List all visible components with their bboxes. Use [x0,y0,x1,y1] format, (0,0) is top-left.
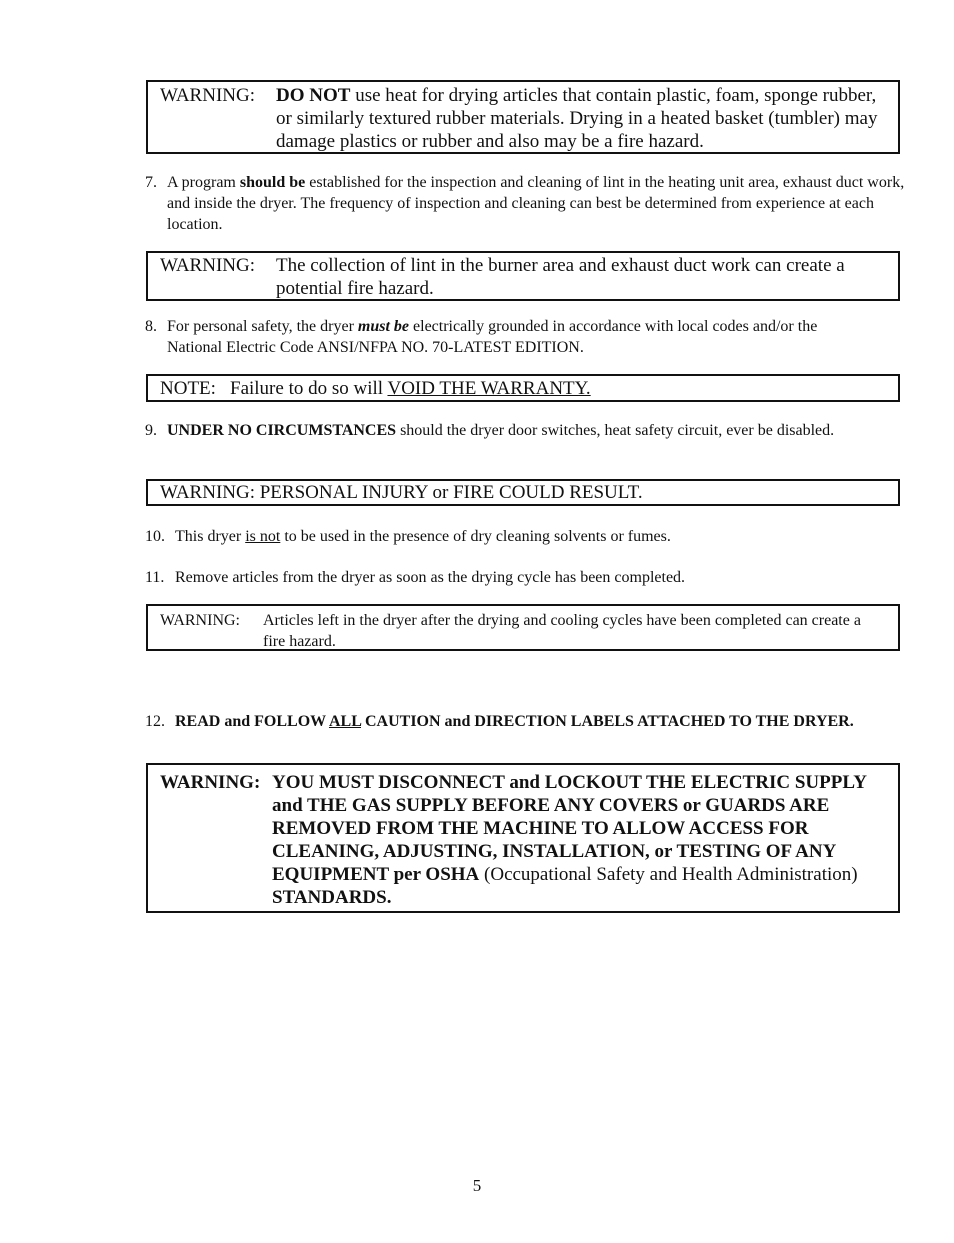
warning-text: YOU MUST DISCONNECT and LOCKOUT THE ELECTRIC SUPPLY and THE GAS SUPPLY BEFORE ANY COVERS or GUARDS ARE REMOVED FROM THE MACHINE TO ALLOW ACCESS FOR CLEANING, ADJUSTING, INSTALLATION, or TESTING OF ANY EQUIPMENT per OSHA (Occupational Safety and Health Administration) STANDARDS. [272,772,867,908]
warning-label: WARNING: [160,612,240,629]
warning-label: WARNING: [160,772,261,793]
item-text: For personal safety, the dryer must be electrically grounded in accordance with local codes and/or the National Electric Code ANSI/NFPA NO. 70-LATEST EDITION. [167,318,818,356]
warning-box-articles [146,604,900,651]
item-number: 10. [145,528,165,545]
warning-label: WARNING: [160,255,255,276]
item-number: 8. [145,318,157,335]
note-text: Failure to do so will VOID THE WARRANTY. [230,378,591,399]
item-text: A program should be established for the inspection and cleaning of lint in the heating unit area, exhaust duct work, and inside the dryer. The frequency of inspection and cleaning can best be determined from experience at each location. [167,174,905,233]
item-text: Remove articles from the dryer as soon as the drying cycle has been completed. [175,569,686,586]
warning-text: Articles left in the dryer after the drying and cooling cycles have been completed can create a fire hazard. [263,612,861,650]
note-box-warranty [146,374,900,402]
do-not-emphasis: DO NOT [276,85,351,106]
item-number: 9. [145,422,157,439]
warning-label: WARNING: [160,85,255,106]
page-number: 5 [472,1176,482,1195]
warning-text: WARNING: PERSONAL INJURY or FIRE COULD RESULT. [160,482,643,503]
item-text: UNDER NO CIRCUMSTANCES should the dryer door switches, heat safety circuit, ever be disabled. [167,422,835,439]
item-number: 7. [145,174,157,191]
item-text: READ and FOLLOW ALL CAUTION and DIRECTION LABELS ATTACHED TO THE DRYER. [175,713,854,730]
void-warranty-text: VOID THE WARRANTY. [387,378,591,399]
item-number: 11. [145,569,165,586]
warning-box-lockout [146,763,900,913]
warning-box-injury [146,479,900,506]
warning-text [276,84,886,153]
note-label: NOTE: [160,378,216,399]
warning-box-plastics [146,80,900,154]
warning-text: The collection of lint in the burner area and exhaust duct work can create a potential fire hazard. [276,255,845,299]
item-text: This dryer is not to be used in the presence of dry cleaning solvents or fumes. [175,528,671,545]
warning-box-lint [146,251,900,301]
item-number: 12. [145,713,165,730]
warning-body: use heat for drying articles that contain plastic, foam, sponge rubber, or similarly textured rubber materials. Drying in a heated basket (tumbler) may damage plastics or rubber and also may be a fire hazard. [276,85,878,152]
